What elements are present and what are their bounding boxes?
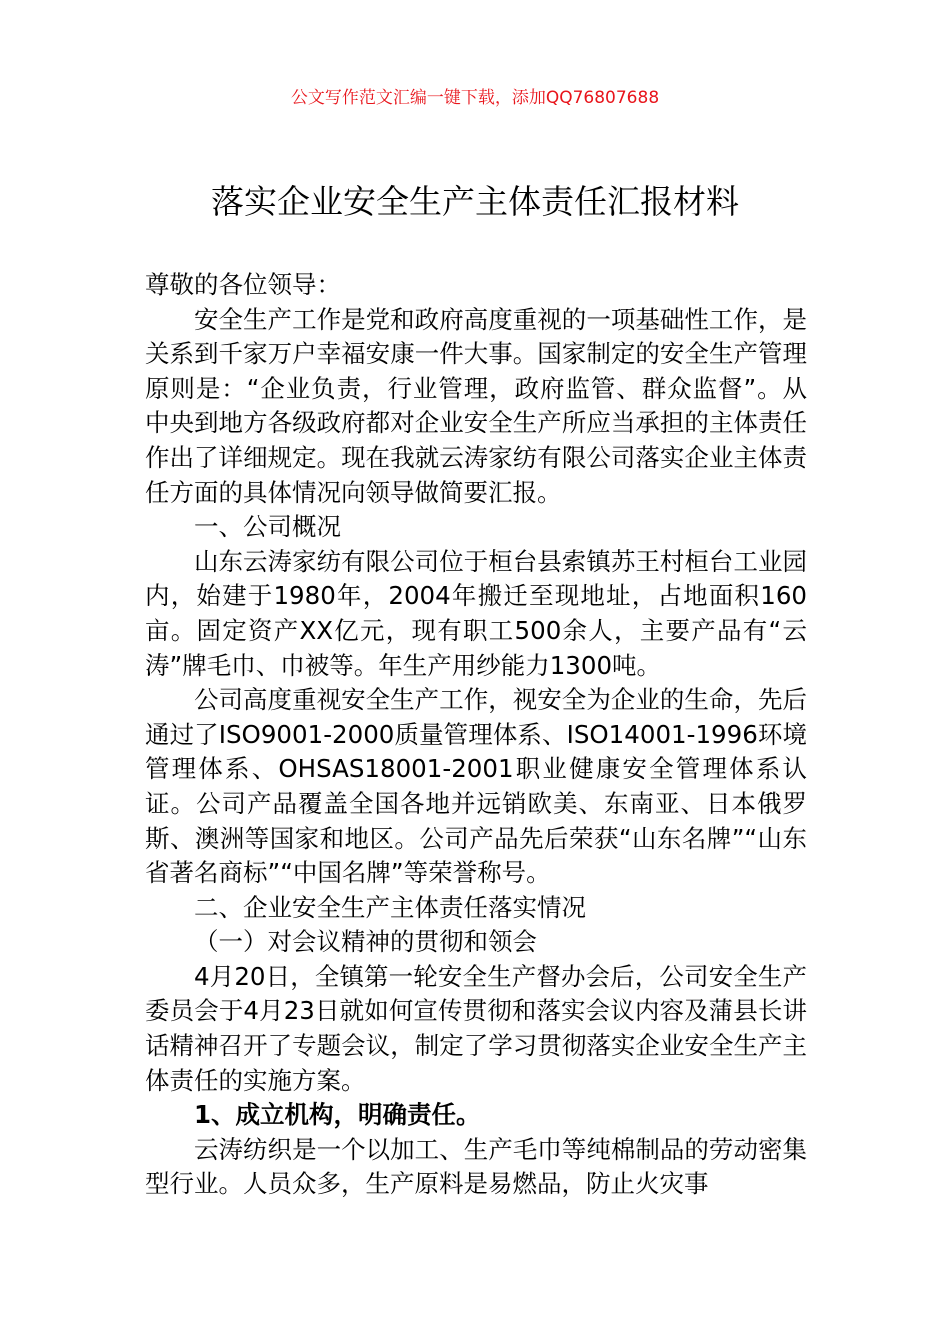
paragraph-certifications: 公司高度重视安全生产工作，视安全为企业的生命，先后通过了ISO9001-2000质量管理体系、ISO14001-1996环境管理体系、OHSAS18001-2001职业健康安全管理体系认证。公司产品覆盖全国各地并远销欧美、东南亚、日本俄罗斯、澳洲等国家和地区。公司产品先后荣获“山东名牌”“山东省著名商标”“中国名牌”等荣誉称号。 [145, 685, 807, 888]
salutation: 尊敬的各位领导： [145, 270, 341, 299]
section-heading-responsibility: 二、企业安全生产主体责任落实情况 [194, 892, 586, 922]
document-body [145, 268, 807, 1202]
item-heading-organization: 1、成立机构，明确责任。 [194, 1100, 481, 1130]
subsection-heading-meeting: （一）对会议精神的贯彻和领会 [194, 927, 537, 957]
page-title: 落实企业安全生产主体责任汇报材料 [211, 182, 739, 221]
paragraph-meeting: 4月20日，全镇第一轮安全生产督办会后，公司安全生产委员会于4月23日就如何宣传贯彻和落实会议内容及蒲县长讲话精神召开了专题会议，制定了学习贯彻落实企业安全生产主体责任的实施方案。 [145, 961, 807, 1095]
paragraph-company-profile: 山东云涛家纺有限公司位于桓台县索镇苏王村桓台工业园内，始建于1980年，2004年搬迁至现地址，占地面积160亩。固定资产XX亿元，现有职工500余人，主要产品有“云涛”牌毛巾、巾被等。年生产用纱能力1300吨。 [145, 546, 807, 680]
section-heading-overview: 一、公司概况 [194, 512, 341, 542]
header-note: 公文写作范文汇编一键下载，添加QQ76807688 [290, 88, 660, 108]
paragraph-intro: 安全生产工作是党和政府高度重视的一项基础性工作，是关系到千家万户幸福安康一件大事。国家制定的安全生产管理原则是：“企业负责，行业管理，政府监管、群众监督”。从中央到地方各级政府都对企业安全生产所应当承担的主体责任作出了详细规定。现在我就云涛家纺有限公司落实企业主体责任方面的具体情况向领导做简要汇报。 [145, 304, 807, 507]
paragraph-organization: 云涛纺织是一个以加工、生产毛巾等纯棉制品的劳动密集型行业。人员众多，生产原料是易燃品，防止火灾事 [145, 1134, 807, 1199]
